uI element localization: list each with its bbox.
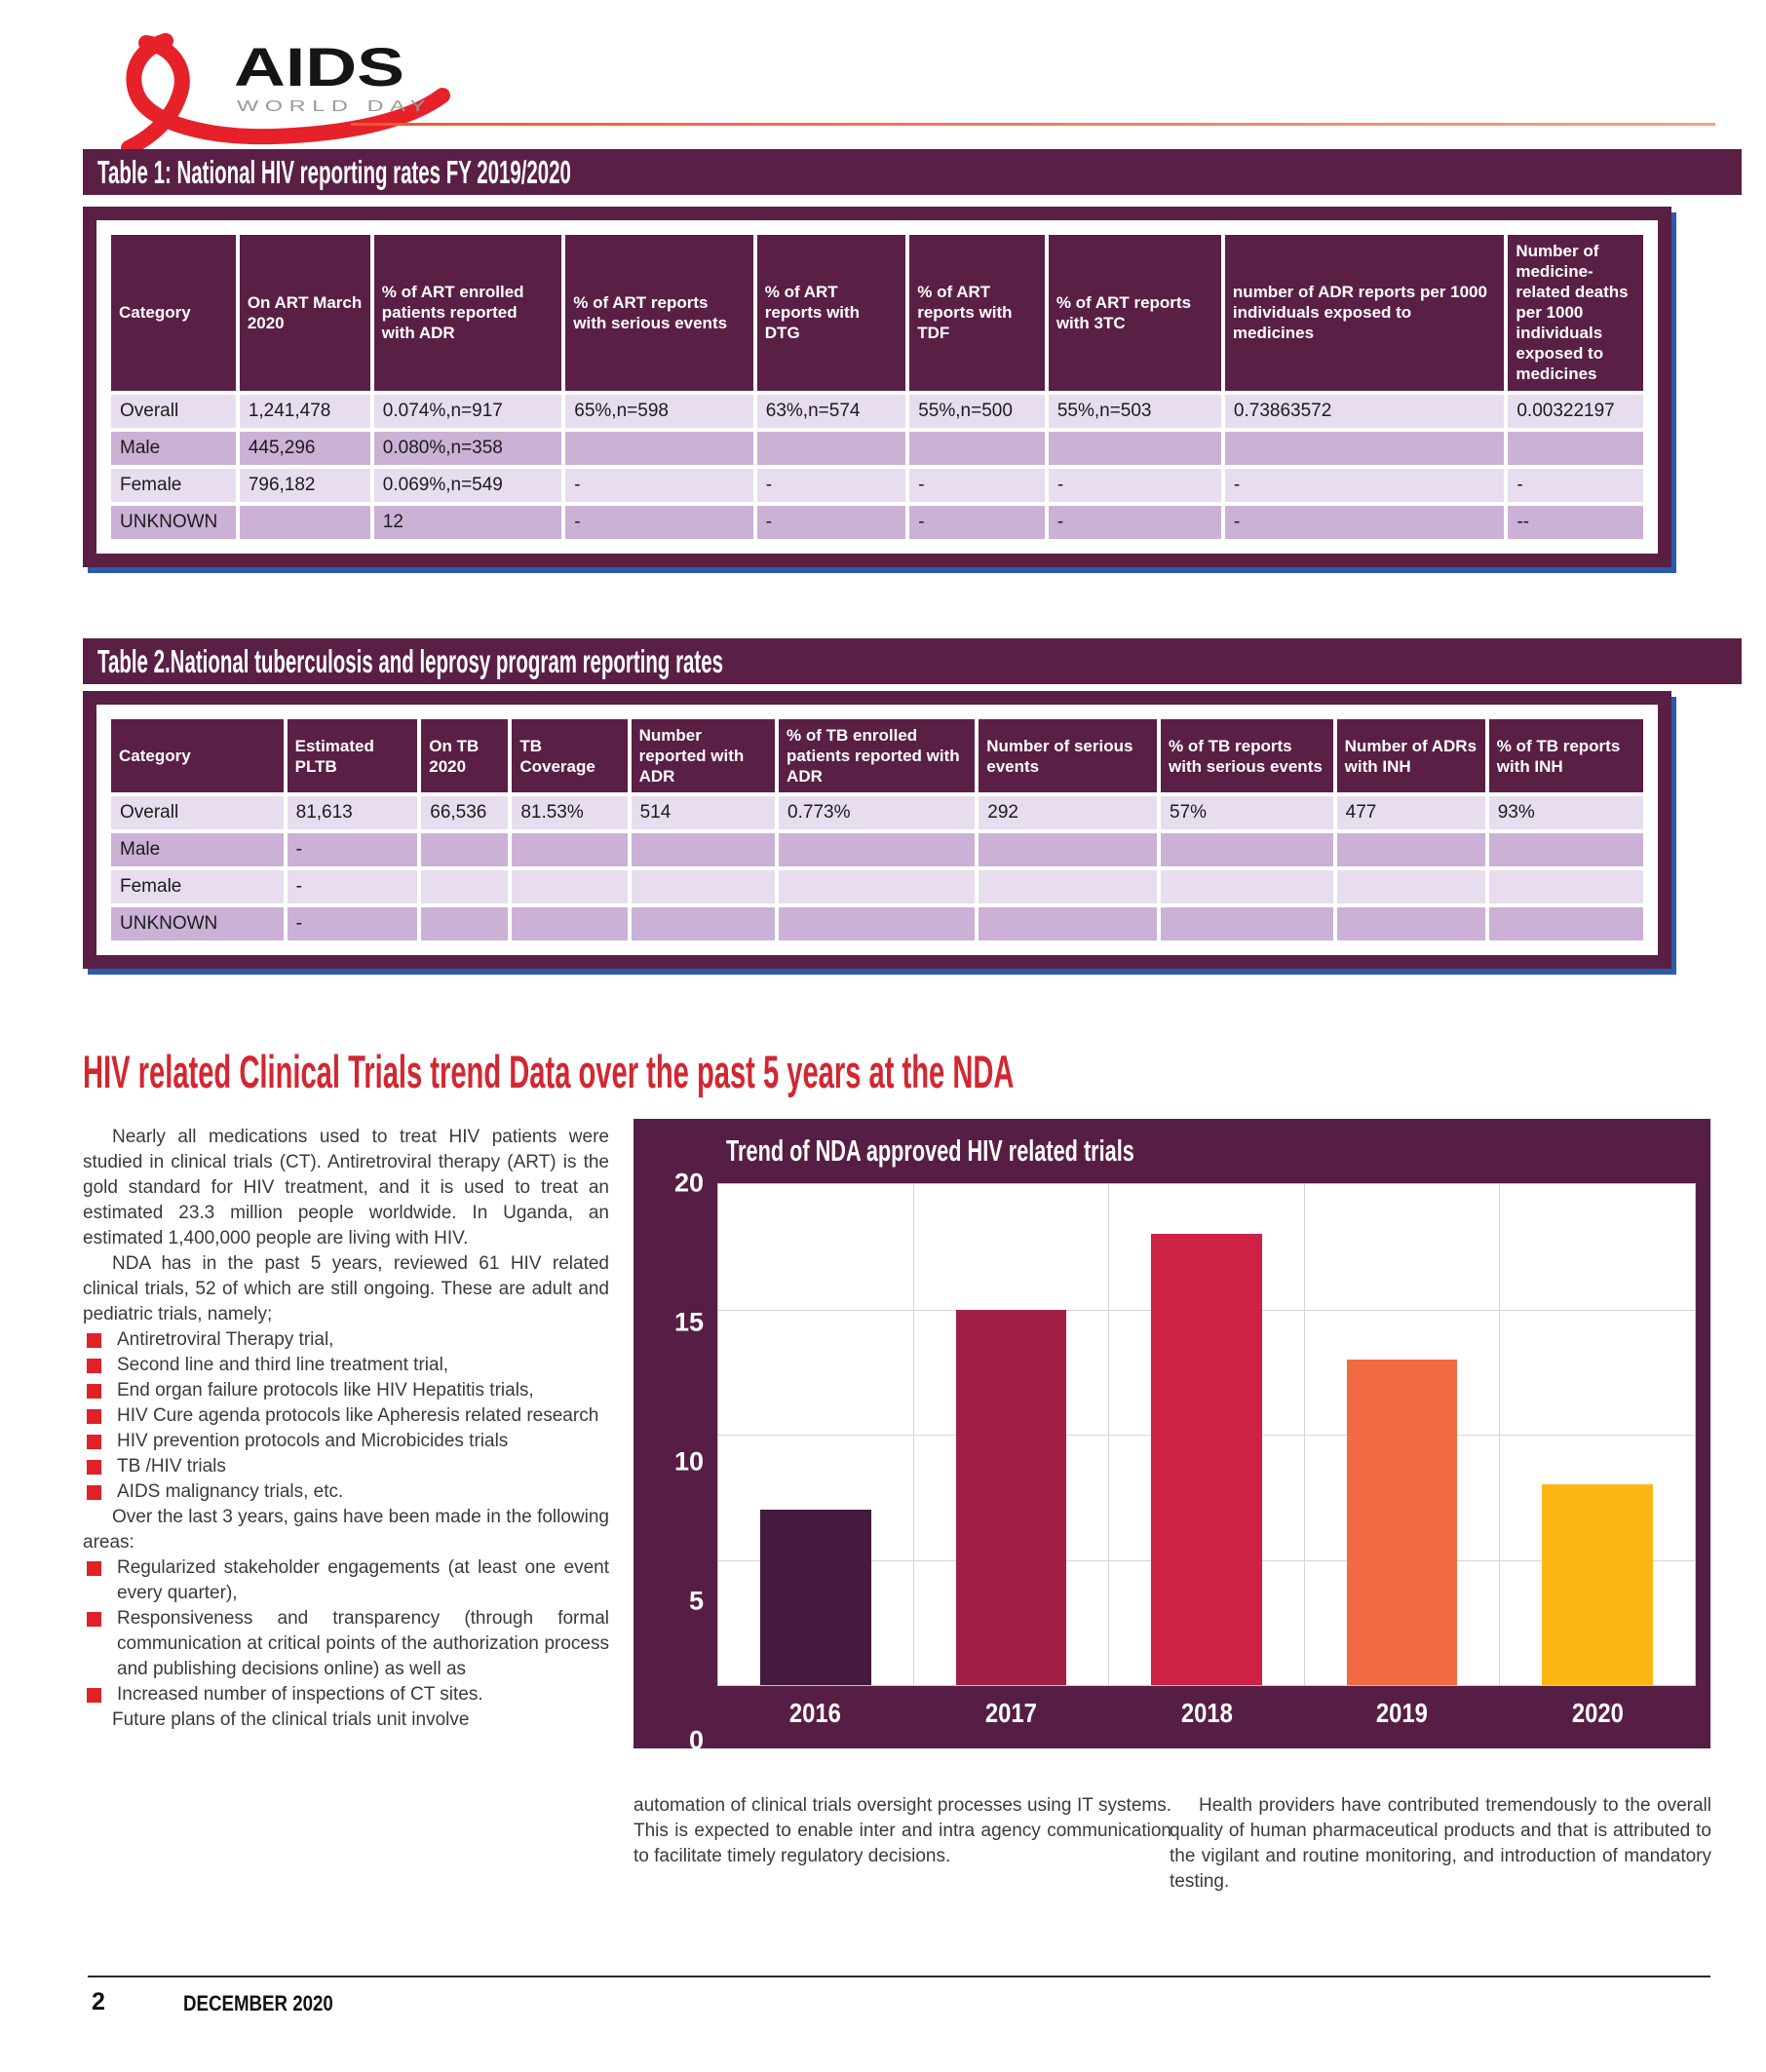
bullet-text: Antiretroviral Therapy trial, (117, 1329, 334, 1350)
y-tick-label: 5 (688, 1586, 704, 1616)
paragraph: automation of clinical trials oversight processes using IT systems. This is expected to enable inter and intra agency communication to facilitate timely regulatory decisions. (633, 1795, 1171, 1866)
y-tick-label: 20 (673, 1168, 704, 1198)
table-cell: - (565, 506, 753, 539)
masthead-rule (351, 123, 1715, 126)
article-left-column (83, 1125, 609, 1733)
bullet-item (83, 1327, 609, 1353)
bullet-text: Responsiveness and transparency (through formal communication at critical points of the authorization process and publishing decisions online) as well as (117, 1608, 609, 1679)
chart-panel (633, 1119, 1710, 1755)
table-cell: 63%,n=574 (757, 395, 905, 428)
table2-header-row (111, 719, 1643, 792)
bullet-square-icon (87, 1561, 101, 1576)
table-cell: - (288, 833, 418, 866)
trial-types-list (83, 1327, 609, 1505)
bullet-text: End organ failure protocols like HIV Hepatitis trials, (117, 1380, 534, 1401)
table-cell: Male (111, 833, 284, 866)
column-header: On TB 2020 (421, 719, 508, 792)
bullet-text: Increased number of inspections of CT sites. (117, 1684, 483, 1705)
column-header: % of ART reports with TDF (909, 235, 1045, 391)
paragraph: NDA has in the past 5 years, reviewed 61 HIV related clinical trials, 52 of which are still ongoing. These are adult and pediatric trials, namely; (83, 1253, 609, 1324)
table-cell: - (757, 469, 905, 502)
table-row (111, 432, 1643, 465)
table-cell: - (288, 907, 418, 940)
table-cell: 0.773% (779, 796, 975, 829)
table-cell (1489, 870, 1643, 903)
table-cell: 55%,n=503 (1049, 395, 1221, 428)
chart-body (633, 1168, 1710, 1755)
table-cell (779, 870, 975, 903)
table-cell (1049, 432, 1221, 465)
bullet-text: Regularized stakeholder engagements (at least one event every quarter), (117, 1557, 609, 1603)
table-cell (512, 907, 627, 940)
table-cell (421, 870, 508, 903)
bar-column-2016 (718, 1184, 914, 1685)
table-cell: Overall (111, 395, 236, 428)
table-cell (909, 432, 1045, 465)
table-cell: 66,536 (421, 796, 508, 829)
table2-title-bar (83, 638, 1742, 684)
x-tick-label: 2017 (984, 1698, 1037, 1728)
bullet-item (83, 1479, 609, 1505)
bullet-square-icon (87, 1688, 101, 1703)
issue-date (183, 1991, 360, 2016)
column-header: TB Coverage (512, 719, 627, 792)
table-cell: 0.069%,n=549 (374, 469, 562, 502)
column-header: Number of medicine-related deaths per 1000 individuals exposed to medicines (1508, 235, 1643, 391)
table-cell: 55%,n=500 (909, 395, 1045, 428)
table-cell (1225, 432, 1504, 465)
column-header: % of ART reports with 3TC (1049, 235, 1221, 391)
y-tick-label: 15 (673, 1307, 704, 1337)
table-cell (979, 833, 1157, 866)
table-cell: 93% (1489, 796, 1643, 829)
bullet-item (83, 1353, 609, 1378)
column-header: Estimated PLTB (288, 719, 418, 792)
table-cell: 477 (1337, 796, 1485, 829)
table-cell: - (757, 506, 905, 539)
table-row (111, 907, 1643, 940)
table-cell (1161, 907, 1333, 940)
logo-title: AIDS (234, 36, 404, 97)
column-header: % of ART reports with DTG (757, 235, 905, 391)
table-cell (1508, 432, 1643, 465)
table-cell (565, 432, 753, 465)
table1 (107, 231, 1647, 543)
bullet-square-icon (87, 1384, 101, 1399)
table-cell: UNKNOWN (111, 506, 236, 539)
table-cell: Overall (111, 796, 284, 829)
table1-frame (83, 207, 1671, 567)
table-cell: 81.53% (512, 796, 627, 829)
table-cell: - (1049, 469, 1221, 502)
gains-list (83, 1555, 609, 1707)
table-cell: - (1508, 469, 1643, 502)
table-cell (632, 907, 775, 940)
chart-title: Trend of NDA approved HIV related trials (726, 1133, 1134, 1168)
bullet-text: Second line and third line treatment trial, (117, 1355, 449, 1375)
y-tick-label: 10 (673, 1446, 704, 1477)
bullet-text: HIV prevention protocols and Microbicides trials (117, 1431, 509, 1451)
table-cell: - (565, 469, 753, 502)
table1-title-bar (83, 149, 1742, 195)
table-cell (979, 870, 1157, 903)
table-cell: 796,182 (240, 469, 370, 502)
table-cell: 1,241,478 (240, 395, 370, 428)
bullet-square-icon (87, 1435, 101, 1449)
logo-subtitle: WORLD DAY (237, 98, 432, 115)
bullet-text: AIDS malignancy trials, etc. (117, 1481, 344, 1502)
bullet-square-icon (87, 1612, 101, 1627)
bullet-item (83, 1606, 609, 1682)
paragraph: Future plans of the clinical trials unit involve (112, 1709, 470, 1730)
table-cell: 0.074%,n=917 (374, 395, 562, 428)
bullet-square-icon (87, 1485, 101, 1500)
bar-2019 (1347, 1360, 1458, 1685)
article-middle-column (633, 1793, 1171, 1869)
x-tick-label: 2020 (1572, 1698, 1625, 1728)
bullet-item (83, 1378, 609, 1403)
table-cell: - (909, 506, 1045, 539)
table1-title: Table 1: National HIV reporting rates FY 2019/2020 (97, 153, 571, 190)
footer-rule (88, 1976, 1710, 1977)
bullet-square-icon (87, 1409, 101, 1424)
table-cell: 292 (979, 796, 1157, 829)
column-header: Number reported with ADR (632, 719, 775, 792)
table-cell: 0.73863572 (1225, 395, 1504, 428)
paragraph: Health providers have contributed tremendously to the overall quality of human pharmaceutical products and that is attributed to the vigilant and routine monitoring, and introduction of mandatory testing. (1170, 1795, 1711, 1892)
table-cell (421, 907, 508, 940)
bar-2020 (1542, 1484, 1653, 1685)
table-row (111, 395, 1643, 428)
table-cell (1337, 833, 1485, 866)
table-cell (1161, 833, 1333, 866)
table-cell: Female (111, 870, 284, 903)
table-cell: 0.080%,n=358 (374, 432, 562, 465)
table-cell: 81,613 (288, 796, 418, 829)
bar-2016 (760, 1510, 871, 1685)
table-cell (240, 506, 370, 539)
x-tick-label: 2018 (1180, 1698, 1233, 1728)
table2-frame (83, 691, 1671, 969)
chart-plot (717, 1183, 1696, 1686)
bullet-square-icon (87, 1460, 101, 1475)
article-heading: HIV related Clinical Trials trend Data over the past 5 years at the NDA (83, 1046, 1015, 1097)
x-tick-label: 2019 (1376, 1698, 1429, 1728)
table-row (111, 796, 1643, 829)
bullet-text: TB /HIV trials (117, 1456, 226, 1477)
table-cell: Male (111, 432, 236, 465)
bullet-item (83, 1429, 609, 1454)
column-header: On ART March 2020 (240, 235, 370, 391)
table-cell (512, 870, 627, 903)
article-right-column (1170, 1793, 1711, 1895)
table-cell (632, 870, 775, 903)
table-row (111, 506, 1643, 539)
bullet-item (83, 1682, 609, 1707)
bar-column-2020 (1500, 1184, 1695, 1685)
bar-column-2019 (1305, 1184, 1501, 1685)
table-cell (512, 833, 627, 866)
paragraph: Nearly all medications used to treat HIV patients were studied in clinical trials (CT). Antiretroviral therapy (ART) is the gold standard for HIV treatment, and it is used to treat an estimated 23.3 million people worldwide. In Uganda, an estimated 1,400,000 people are living with HIV. (83, 1127, 609, 1248)
table-cell (757, 432, 905, 465)
bar-2018 (1151, 1234, 1262, 1685)
table-cell: - (288, 870, 418, 903)
table-cell (632, 833, 775, 866)
column-header: Category (111, 235, 236, 391)
aids-world-day-logo (90, 27, 557, 159)
table-cell: 57% (1161, 796, 1333, 829)
table-row (111, 870, 1643, 903)
paragraph: Over the last 3 years, gains have been made in the following areas: (83, 1507, 609, 1553)
column-header: Number of serious events (979, 719, 1157, 792)
column-header: Category (111, 719, 284, 792)
table-cell: - (1225, 506, 1504, 539)
chart-x-axis (717, 1686, 1696, 1741)
bar-column-2017 (914, 1184, 1110, 1685)
table-cell: - (909, 469, 1045, 502)
table-cell: -- (1508, 506, 1643, 539)
column-header: % of ART enrolled patients reported with ADR (374, 235, 562, 391)
table-cell (1489, 833, 1643, 866)
table1-header-row (111, 235, 1643, 391)
table-row (111, 833, 1643, 866)
bar-column-2018 (1109, 1184, 1305, 1685)
table-cell (421, 833, 508, 866)
chart-y-axis (633, 1168, 717, 1755)
table-cell: - (1225, 469, 1504, 502)
table2-title: Table 2.National tuberculosis and leprosy program reporting rates (97, 642, 723, 679)
column-header: % of TB reports with INH (1489, 719, 1643, 792)
issue-date-text: DECEMBER 2020 (183, 1991, 333, 2015)
chart-title-bar (633, 1119, 1710, 1183)
column-header: Number of ADRs with INH (1337, 719, 1485, 792)
table-cell: Female (111, 469, 236, 502)
table-cell: 12 (374, 506, 562, 539)
bullet-text: HIV Cure agenda protocols like Apheresis related research (117, 1405, 599, 1426)
bar-2017 (956, 1310, 1067, 1686)
table-cell: UNKNOWN (111, 907, 284, 940)
page-number: 2 (92, 1988, 105, 2015)
column-header: number of ADR reports per 1000 individuals exposed to medicines (1225, 235, 1504, 391)
bullet-item (83, 1454, 609, 1479)
table-cell (1489, 907, 1643, 940)
bullet-item (83, 1555, 609, 1606)
bullet-square-icon (87, 1333, 101, 1348)
table-cell: - (1049, 506, 1221, 539)
table2 (107, 715, 1647, 944)
table-cell: 0.00322197 (1508, 395, 1643, 428)
table-cell (779, 907, 975, 940)
table-cell (779, 833, 975, 866)
table-cell (1337, 907, 1485, 940)
column-header: % of ART reports with serious events (565, 235, 753, 391)
table-cell (979, 907, 1157, 940)
x-tick-label: 2016 (788, 1698, 841, 1728)
table-cell (1337, 870, 1485, 903)
bullet-square-icon (87, 1359, 101, 1373)
bullet-item (83, 1403, 609, 1429)
column-header: % of TB reports with serious events (1161, 719, 1333, 792)
chart-plot-area (717, 1183, 1696, 1741)
table-row (111, 469, 1643, 502)
table-cell: 445,296 (240, 432, 370, 465)
column-header: % of TB enrolled patients reported with ADR (779, 719, 975, 792)
table-cell: 65%,n=598 (565, 395, 753, 428)
y-tick-label: 0 (688, 1725, 704, 1755)
table-cell (1161, 870, 1333, 903)
table-cell: 514 (632, 796, 775, 829)
